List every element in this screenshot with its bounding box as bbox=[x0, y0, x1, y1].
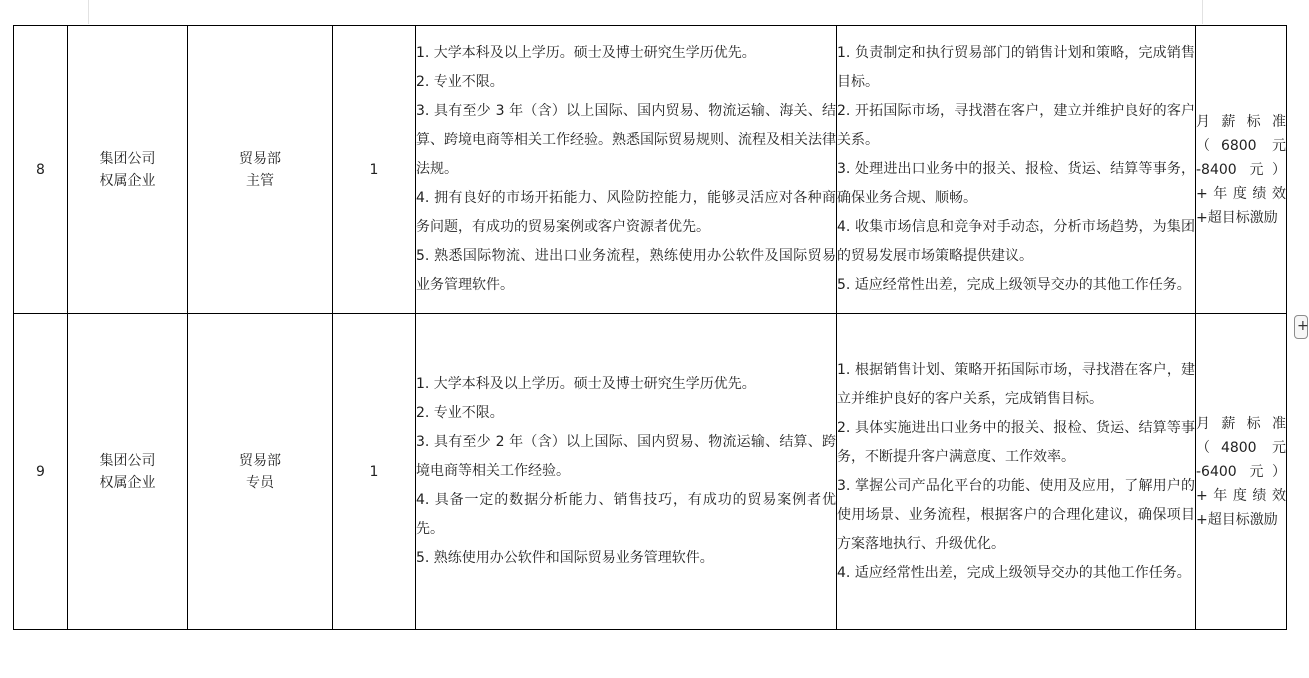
salary-text: 月薪标准（4800 元 -6400 元）+年度绩效+超目标激励 bbox=[1196, 415, 1286, 528]
headcount-cell[interactable] bbox=[333, 26, 416, 314]
requirement-item: 2. 专业不限。 bbox=[416, 74, 504, 90]
duty-item: 3. 掌握公司产品化平台的功能、使用及应用，了解用户的使用场景、业务流程，根据客户的合理化建议，确保项目方案落地执行、升级优化。 bbox=[837, 477, 1195, 552]
duty-item: 1. 负责制定和执行贸易部门的销售计划和策略，完成销售目标。 bbox=[837, 45, 1195, 90]
duty-item: 2. 具体实施进出口业务中的报关、报检、货运、结算等事务，不断提升客户满意度、工作效率。 bbox=[837, 419, 1195, 465]
duty-item: 1. 根据销售计划、策略开拓国际市场，寻找潜在客户，建立并维护良好的客户关系，完成销售目标。 bbox=[837, 361, 1195, 407]
company-cell[interactable] bbox=[68, 314, 188, 630]
requirement-item: 3. 具有至少 2 年（含）以上国际、国内贸易、物流运输、结算、跨境电商等相关工作经验。 bbox=[416, 434, 836, 479]
duty-item: 3. 处理进出口业务中的报关、报检、货运、结算等事务，确保业务合规、顺畅。 bbox=[837, 161, 1195, 206]
company-line: 集团公司 bbox=[99, 452, 156, 469]
requirement-item: 1. 大学本科及以上学历。硕士及博士研究生学历优先。 bbox=[416, 376, 756, 392]
requirement-item: 4. 具备一定的数据分析能力、销售技巧，有成功的贸易案例者优先。 bbox=[416, 492, 836, 537]
add-row-button[interactable]: + bbox=[1294, 315, 1308, 339]
duty-item: 5. 适应经常性出差，完成上级领导交办的其他工作任务。 bbox=[837, 277, 1191, 293]
headcount-cell[interactable] bbox=[333, 314, 416, 630]
salary-cell[interactable] bbox=[1196, 26, 1287, 314]
position-cell[interactable] bbox=[188, 314, 333, 630]
position-cell[interactable] bbox=[188, 26, 333, 314]
requirement-item: 2. 专业不限。 bbox=[416, 405, 504, 421]
headcount: 1 bbox=[369, 463, 379, 480]
row-number-cell[interactable] bbox=[14, 314, 68, 630]
page-margin-guide-right bbox=[1202, 0, 1203, 24]
company-cell[interactable] bbox=[68, 26, 188, 314]
page-margin-guide-left bbox=[88, 0, 89, 24]
requirement-item: 3. 具有至少 3 年（含）以上国际、国内贸易、物流运输、海关、结算、跨境电商等相关工作经验。熟悉国际贸易规则、流程及相关法律法规。 bbox=[416, 103, 836, 177]
position-line: 贸易部 bbox=[239, 452, 281, 469]
table-row bbox=[14, 314, 1287, 630]
requirement-item: 5. 熟练使用办公软件和国际贸易业务管理软件。 bbox=[416, 550, 714, 566]
requirement-item: 5. 熟悉国际物流、进出口业务流程，熟练使用办公软件及国际贸易业务管理软件。 bbox=[416, 248, 836, 293]
position-line: 贸易部 bbox=[239, 150, 281, 167]
duties-cell[interactable] bbox=[837, 26, 1196, 314]
requirement-item: 4. 拥有良好的市场开拓能力、风险防控能力，能够灵活应对各种商务问题，有成功的贸易案例或客户资源者优先。 bbox=[416, 190, 836, 235]
table-row bbox=[14, 26, 1287, 314]
headcount: 1 bbox=[369, 161, 379, 178]
company-line: 权属企业 bbox=[99, 474, 156, 491]
salary-cell[interactable] bbox=[1196, 314, 1287, 630]
position-line: 专员 bbox=[246, 474, 274, 491]
requirements-cell[interactable] bbox=[416, 26, 837, 314]
duties-cell[interactable] bbox=[837, 314, 1196, 630]
salary-text: 月薪标准（6800 元 -8400 元）+年度绩效+超目标激励 bbox=[1196, 113, 1286, 226]
row-number: 9 bbox=[36, 463, 45, 480]
row-number-cell[interactable] bbox=[14, 26, 68, 314]
company-line: 权属企业 bbox=[99, 172, 156, 189]
requirement-item: 1. 大学本科及以上学历。硕士及博士研究生学历优先。 bbox=[416, 45, 756, 61]
company-line: 集团公司 bbox=[99, 150, 156, 167]
duty-item: 2. 开拓国际市场，寻找潜在客户，建立并维护良好的客户关系。 bbox=[837, 103, 1195, 148]
requirements-cell[interactable] bbox=[416, 314, 837, 630]
row-number: 8 bbox=[36, 161, 45, 178]
position-line: 主管 bbox=[246, 172, 274, 189]
duty-item: 4. 适应经常性出差，完成上级领导交办的其他工作任务。 bbox=[837, 564, 1191, 581]
recruitment-table bbox=[13, 25, 1287, 630]
duty-item: 4. 收集市场信息和竞争对手动态，分析市场趋势，为集团的贸易发展市场策略提供建议。 bbox=[837, 219, 1195, 264]
